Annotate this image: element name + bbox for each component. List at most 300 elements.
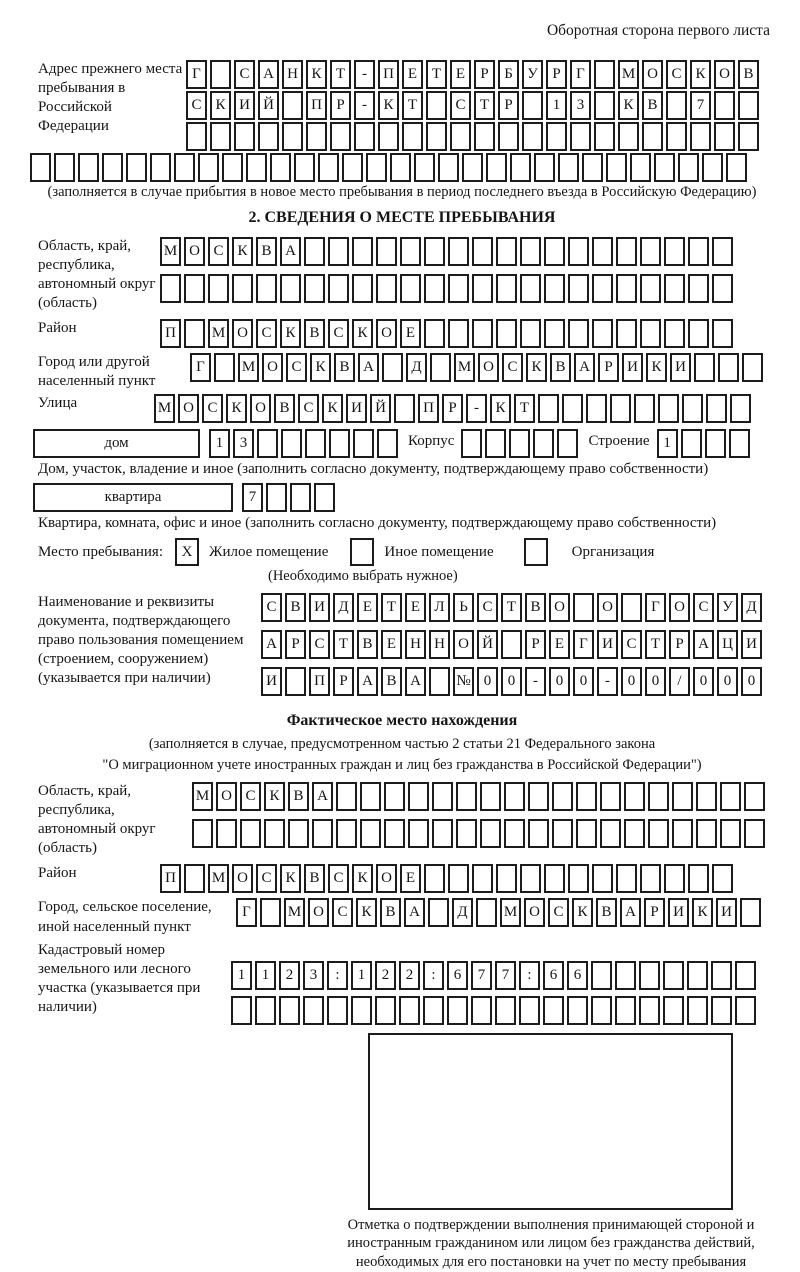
form-cell — [472, 274, 493, 303]
form-cell: С — [202, 394, 223, 423]
form-cell — [663, 996, 684, 1025]
form-cell: С — [332, 898, 353, 927]
form-cell: О — [232, 864, 253, 893]
form-cell — [255, 996, 276, 1025]
form-cell — [687, 996, 708, 1025]
form-cell: 0 — [573, 667, 594, 696]
form-cell — [696, 782, 717, 811]
form-cell: 7 — [495, 961, 516, 990]
form-cell: А — [258, 60, 279, 89]
form-cell — [336, 782, 357, 811]
form-cell — [681, 429, 702, 458]
form-cell: А — [693, 630, 714, 659]
form-cell — [600, 782, 621, 811]
form-cell: Г — [190, 353, 211, 382]
form-cell — [186, 122, 207, 151]
form-cell: 7 — [242, 483, 263, 512]
form-cell — [352, 237, 373, 266]
form-cell — [672, 782, 693, 811]
form-cell: К — [306, 60, 327, 89]
form-cell: О — [642, 60, 663, 89]
actual-city-block — [30, 898, 774, 936]
form-cell — [640, 274, 661, 303]
actual-city-label: Город, сельское поселение, иной населенный пункт — [38, 899, 212, 935]
form-cell — [423, 996, 444, 1025]
form-cell — [472, 237, 493, 266]
page-side-title: Оборотная сторона первого листа — [546, 22, 770, 39]
form-cell — [520, 237, 541, 266]
form-cell: С — [621, 630, 642, 659]
form-cell: О — [262, 353, 283, 382]
form-cell — [664, 237, 685, 266]
form-cell — [568, 319, 589, 348]
form-cell — [663, 961, 684, 990]
form-cell: 0 — [477, 667, 498, 696]
form-cell — [658, 394, 679, 423]
form-cell — [606, 153, 627, 182]
form-cell: 0 — [501, 667, 522, 696]
form-cell — [664, 319, 685, 348]
form-cell: П — [309, 667, 330, 696]
form-cell — [544, 864, 565, 893]
form-cell — [546, 122, 567, 151]
form-cell: В — [596, 898, 617, 927]
form-cell — [504, 819, 525, 848]
section3-note-1: (заполняется в случае, предусмотренном частью 2 статьи 21 Федерального закона — [148, 736, 656, 753]
form-cell — [438, 153, 459, 182]
form-cell: В — [357, 630, 378, 659]
form-cell — [402, 122, 423, 151]
form-cell: Л — [429, 593, 450, 622]
form-cell — [648, 782, 669, 811]
district-row — [160, 319, 736, 348]
cadastral-row-1 — [231, 961, 759, 990]
form-cell — [282, 122, 303, 151]
form-cell: В — [334, 353, 355, 382]
form-cell: И — [597, 630, 618, 659]
form-cell — [600, 819, 621, 848]
form-cell — [353, 429, 374, 458]
form-cell — [214, 353, 235, 382]
form-cell — [447, 996, 468, 1025]
apartment-note: Квартира, комната, офис и иное (заполнить согласно документу, подтверждающему право собственности) — [38, 515, 717, 532]
form-cell: К — [526, 353, 547, 382]
form-cell: М — [160, 237, 181, 266]
form-cell: К — [264, 782, 285, 811]
form-cell — [621, 593, 642, 622]
form-cell — [694, 353, 715, 382]
form-cell — [314, 483, 335, 512]
stamp-area — [347, 1033, 755, 1272]
form-cell — [528, 782, 549, 811]
form-cell — [591, 961, 612, 990]
form-cell — [582, 153, 603, 182]
form-cell — [329, 429, 350, 458]
form-cell — [586, 394, 607, 423]
form-cell: Й — [370, 394, 391, 423]
form-cell — [712, 319, 733, 348]
form-cell: Р — [333, 667, 354, 696]
form-cell — [696, 819, 717, 848]
form-cell — [592, 274, 613, 303]
region-row-1 — [160, 237, 736, 266]
form-cell — [432, 819, 453, 848]
form-cell — [184, 864, 205, 893]
stamp-caption: Отметка о подтверждении выполнения принимающей стороной и иностранным гражданином или лицом без гражданства действий, необходимых для его постановки на учет по месту пребывания — [347, 1216, 755, 1271]
form-cell — [424, 319, 445, 348]
form-cell: П — [418, 394, 439, 423]
form-cell: П — [160, 864, 181, 893]
form-cell — [594, 91, 615, 120]
form-cell — [690, 122, 711, 151]
option-residential-label: Жилое помещение — [209, 543, 329, 560]
form-cell: К — [226, 394, 247, 423]
form-cell — [290, 483, 311, 512]
form-cell: Д — [333, 593, 354, 622]
form-cell — [424, 274, 445, 303]
form-cell: Г — [186, 60, 207, 89]
form-cell — [720, 819, 741, 848]
form-cell: Р — [285, 630, 306, 659]
form-cell — [456, 819, 477, 848]
form-cell — [376, 274, 397, 303]
form-cell — [102, 153, 123, 182]
form-cell — [305, 429, 326, 458]
form-cell — [735, 996, 756, 1025]
form-cell — [384, 819, 405, 848]
form-cell: У — [717, 593, 738, 622]
document-block — [30, 593, 774, 698]
form-cell: Н — [405, 630, 426, 659]
form-cell: В — [380, 898, 401, 927]
form-cell: М — [238, 353, 259, 382]
form-cell — [682, 394, 703, 423]
form-cell: Р — [330, 91, 351, 120]
previous-address-grid — [186, 60, 762, 153]
form-cell: А — [312, 782, 333, 811]
form-cell — [486, 153, 507, 182]
form-cell — [257, 429, 278, 458]
form-cell — [504, 782, 525, 811]
form-cell: : — [519, 961, 540, 990]
form-cell: А — [405, 667, 426, 696]
form-cell: 2 — [375, 961, 396, 990]
form-cell: Т — [514, 394, 535, 423]
form-cell: Д — [452, 898, 473, 927]
form-cell: В — [285, 593, 306, 622]
form-cell — [216, 819, 237, 848]
form-cell: К — [378, 91, 399, 120]
actual-district-label: Район — [38, 865, 77, 882]
form-cell — [150, 153, 171, 182]
form-cell: Г — [570, 60, 591, 89]
form-cell — [639, 961, 660, 990]
form-cell — [714, 91, 735, 120]
form-cell — [376, 237, 397, 266]
form-cell — [712, 274, 733, 303]
form-cell — [654, 153, 675, 182]
form-cell: К — [352, 864, 373, 893]
form-cell — [448, 864, 469, 893]
form-cell — [303, 996, 324, 1025]
form-cell — [256, 274, 277, 303]
form-cell — [160, 274, 181, 303]
form-cell: Г — [645, 593, 666, 622]
form-cell — [377, 429, 398, 458]
form-cell — [426, 122, 447, 151]
form-cell: О — [178, 394, 199, 423]
form-cell — [616, 274, 637, 303]
form-cell: Е — [402, 60, 423, 89]
form-cell — [705, 429, 726, 458]
form-cell: Р — [644, 898, 665, 927]
form-cell — [210, 122, 231, 151]
form-cell: К — [232, 237, 253, 266]
form-cell: - — [525, 667, 546, 696]
form-cell — [712, 864, 733, 893]
form-cell — [738, 91, 759, 120]
form-cell: Р — [474, 60, 495, 89]
form-cell — [688, 274, 709, 303]
form-cell: О — [453, 630, 474, 659]
option-other-premises-label: Иное помещение — [384, 543, 494, 560]
form-cell — [354, 122, 375, 151]
form-cell — [472, 319, 493, 348]
form-cell — [688, 864, 709, 893]
form-cell: К — [280, 319, 301, 348]
actual-district-row — [160, 864, 736, 893]
form-cell — [714, 122, 735, 151]
form-cell: И — [622, 353, 643, 382]
form-cell — [280, 274, 301, 303]
form-cell — [624, 819, 645, 848]
form-cell: С — [328, 319, 349, 348]
form-cell — [496, 274, 517, 303]
form-cell — [544, 237, 565, 266]
form-cell — [729, 429, 750, 458]
form-cell — [570, 122, 591, 151]
form-cell — [591, 996, 612, 1025]
form-cell — [544, 319, 565, 348]
form-cell: О — [478, 353, 499, 382]
form-cell: К — [310, 353, 331, 382]
form-cell: 1 — [351, 961, 372, 990]
form-cell: - — [466, 394, 487, 423]
form-cell — [30, 153, 51, 182]
form-cell — [174, 153, 195, 182]
form-cell: / — [669, 667, 690, 696]
cadastral-grid — [231, 961, 759, 1027]
form-cell — [448, 237, 469, 266]
form-cell — [351, 996, 372, 1025]
form-cell: О — [376, 864, 397, 893]
form-cell — [522, 122, 543, 151]
stroenie-cells — [657, 429, 753, 458]
form-cell: 0 — [549, 667, 570, 696]
form-cell: С — [328, 864, 349, 893]
form-cell — [360, 819, 381, 848]
form-cell: - — [597, 667, 618, 696]
form-cell — [232, 274, 253, 303]
form-cell — [744, 819, 765, 848]
form-cell: Б — [498, 60, 519, 89]
form-cell: О — [524, 898, 545, 927]
form-cell — [592, 864, 613, 893]
form-cell — [616, 319, 637, 348]
form-cell — [54, 153, 75, 182]
form-cell — [678, 153, 699, 182]
actual-region-row-2 — [192, 819, 768, 848]
form-cell: Р — [442, 394, 463, 423]
form-cell — [520, 274, 541, 303]
form-cell: И — [668, 898, 689, 927]
form-cell: Т — [402, 91, 423, 120]
form-cell — [618, 122, 639, 151]
city-label: Город или другой населенный пункт — [38, 354, 156, 390]
form-cell — [687, 961, 708, 990]
region-row-2 — [160, 274, 736, 303]
form-cell — [528, 819, 549, 848]
city-row — [190, 353, 766, 382]
form-cell — [538, 394, 559, 423]
form-cell — [210, 60, 231, 89]
form-cell — [480, 819, 501, 848]
form-cell — [568, 274, 589, 303]
form-cell — [312, 819, 333, 848]
form-cell: К — [490, 394, 511, 423]
form-cell — [285, 667, 306, 696]
house-block — [30, 429, 774, 460]
street-label: Улица — [38, 395, 78, 412]
house-number-cells — [209, 429, 401, 458]
form-cell: М — [192, 782, 213, 811]
form-cell: В — [256, 237, 277, 266]
form-cell: Д — [741, 593, 762, 622]
form-cell — [448, 319, 469, 348]
form-cell: С — [309, 630, 330, 659]
option-organization-label: Организация — [571, 543, 655, 560]
form-cell — [568, 237, 589, 266]
form-cell — [740, 898, 761, 927]
form-cell: А — [358, 353, 379, 382]
form-cell — [462, 153, 483, 182]
form-cell — [666, 91, 687, 120]
form-cell — [664, 274, 685, 303]
form-cell — [552, 782, 573, 811]
form-cell: С — [261, 593, 282, 622]
form-cell: Е — [549, 630, 570, 659]
form-cell: Т — [645, 630, 666, 659]
form-cell: Ь — [453, 593, 474, 622]
form-cell — [266, 483, 287, 512]
form-cell — [424, 237, 445, 266]
form-cell — [279, 996, 300, 1025]
form-cell: И — [309, 593, 330, 622]
form-cell — [615, 961, 636, 990]
form-cell: Й — [258, 91, 279, 120]
form-cell: Д — [406, 353, 427, 382]
apartment-block — [30, 483, 774, 514]
stay-type-block — [38, 538, 774, 566]
form-cell — [294, 153, 315, 182]
form-cell: К — [210, 91, 231, 120]
form-cell: 0 — [741, 667, 762, 696]
form-cell: 1 — [255, 961, 276, 990]
form-cell: № — [453, 667, 474, 696]
form-cell — [639, 996, 660, 1025]
form-cell: П — [378, 60, 399, 89]
form-cell — [495, 996, 516, 1025]
form-cell — [576, 782, 597, 811]
form-cell: К — [280, 864, 301, 893]
form-cell: В — [738, 60, 759, 89]
form-cell: Е — [450, 60, 471, 89]
form-cell — [594, 60, 615, 89]
previous-address-note: (заполняется в случае прибытия в новое место пребывания в период последнего въезда в Российскую Федерацию) — [47, 184, 757, 200]
house-box-label: дом — [33, 429, 200, 458]
form-cell: В — [525, 593, 546, 622]
form-cell — [352, 274, 373, 303]
form-cell — [718, 353, 739, 382]
form-cell — [282, 91, 303, 120]
form-cell — [234, 122, 255, 151]
form-cell — [208, 274, 229, 303]
form-cell: 3 — [233, 429, 254, 458]
form-cell: К — [646, 353, 667, 382]
actual-city-row — [236, 898, 764, 927]
cadastral-block — [30, 941, 774, 1027]
document-row-1 — [261, 593, 765, 622]
form-cell: Н — [429, 630, 450, 659]
apartment-number-cells — [242, 483, 338, 512]
form-cell — [394, 394, 415, 423]
form-cell: С — [548, 898, 569, 927]
form-cell — [640, 864, 661, 893]
form-cell: Е — [357, 593, 378, 622]
form-cell — [426, 91, 447, 120]
form-cell — [480, 782, 501, 811]
form-cell — [231, 996, 252, 1025]
form-cell: 1 — [209, 429, 230, 458]
form-cell: А — [357, 667, 378, 696]
form-cell: 3 — [570, 91, 591, 120]
form-cell — [533, 429, 554, 458]
form-cell — [428, 898, 449, 927]
previous-address-row-2 — [186, 91, 762, 120]
form-cell — [414, 153, 435, 182]
form-cell — [735, 961, 756, 990]
form-cell: В — [642, 91, 663, 120]
region-block — [30, 237, 774, 313]
city-block — [30, 353, 774, 391]
form-cell — [501, 630, 522, 659]
form-cell: С — [234, 60, 255, 89]
form-cell — [557, 429, 578, 458]
form-cell: Й — [477, 630, 498, 659]
form-cell: С — [256, 864, 277, 893]
form-cell: 6 — [567, 961, 588, 990]
form-cell — [192, 819, 213, 848]
form-cell — [496, 237, 517, 266]
previous-address-row-3 — [186, 122, 762, 151]
street-row — [154, 394, 754, 423]
form-cell — [327, 996, 348, 1025]
form-cell — [562, 394, 583, 423]
form-cell: Р — [525, 630, 546, 659]
form-cell — [382, 353, 403, 382]
form-cell: И — [234, 91, 255, 120]
form-cell — [573, 593, 594, 622]
